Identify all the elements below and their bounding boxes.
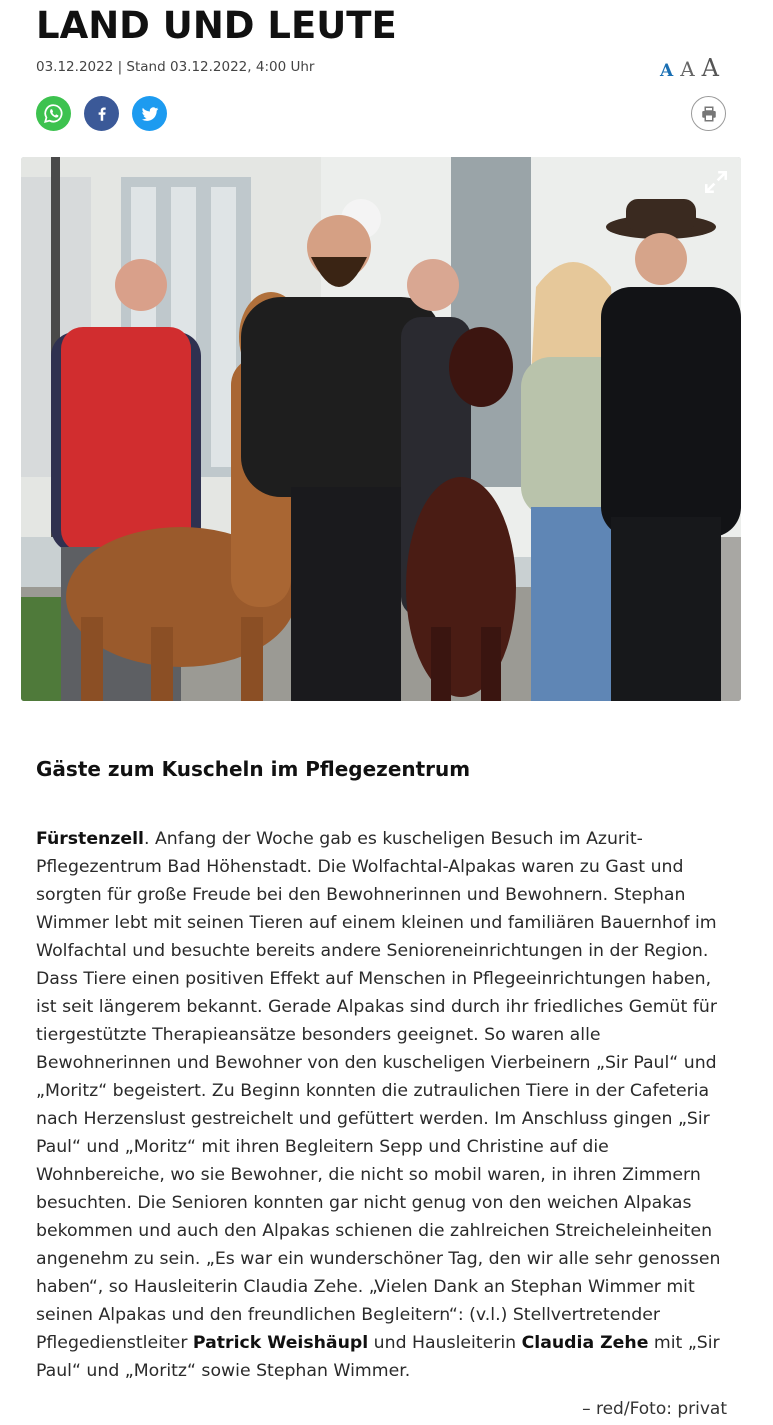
expand-image-button[interactable] <box>703 169 729 195</box>
share-whatsapp-button[interactable] <box>36 96 71 131</box>
article-headline: Gäste zum Kuscheln im Pflegezentrum <box>36 757 471 781</box>
whatsapp-icon <box>43 103 64 124</box>
share-twitter-button[interactable] <box>132 96 167 131</box>
body-text-part: . Anfang der Woche gab es kuscheligen Besuch im Azurit-Pflegezentrum Bad Höhenstadt. Die Wolfachtal-Alpakas waren zu Gast und sorgten für große Freude bei den Bewohnerinnen und Bewohnern. Stephan Wimmer lebt mit seinen Tieren auf einem kleinen und familiären Bauernhof im Wolfachtal und besuchte bereits andere Senioreneinrichtungen in der Region. Dass Tiere einen positiven Effekt auf Menschen in Pflegeeinrichtungen haben, ist seit längerem bekannt. Gerade Alpakas sind durch ihr friedliches Gemüt für tiergestützte Therapieansätze besonders geeignet. So waren alle Bewohnerinnen und Bewohner von den kuscheligen Vierbeinern „Sir Paul“ und „Moritz“ begeistert. Zu Beginn konnten die zutraulichen Tiere in der Cafeteria nach Herzenslust gestreichelt und gefüttert werden. Im Anschluss gingen „Sir Paul“ und „Moritz“ mit ihren Begleitern Sepp und Christine auf die Wohnbereiche, wo sie Bewohner, die nicht so mobil waren, in ihren Zimmern besuchten. Die Senioren konnten gar nicht genug von den weichen Alpakas bekommen und auch den Alpakas schienen die zahlreichen Streicheleinheiten angenehm zu sein. „Es war ein wunderschöner Tag, den wir alle sehr genossen haben“, so Hausleiterin Claudia Zehe. „Vielen Dank an Stephan Wimmer mit seinen Alpakas und den freundlichen Begleitern“: (v.l.) Stellvertretender Pflegedienstleiter <box>36 829 721 1353</box>
facebook-icon <box>93 105 111 123</box>
person-name: Claudia Zehe <box>521 1333 649 1353</box>
person-name: Patrick Weishäupl <box>192 1333 369 1353</box>
font-size-controls <box>660 54 719 82</box>
share-facebook-button[interactable] <box>84 96 119 131</box>
share-bar <box>36 96 167 131</box>
body-text-part: mit „Sir Paul“ und „Moritz“ sowie Stephan Wimmer. <box>36 1333 720 1381</box>
font-size-large-button[interactable]: A <box>701 54 719 82</box>
print-icon <box>700 105 718 123</box>
photo-credit: – red/Foto: privat <box>582 1399 727 1419</box>
photo-illustration <box>21 157 741 701</box>
font-size-small-button[interactable]: A <box>660 61 674 81</box>
article-dateline: 03.12.2022 | Stand 03.12.2022, 4:00 Uhr <box>36 59 315 75</box>
expand-icon <box>703 169 729 195</box>
print-button[interactable] <box>691 96 726 131</box>
body-text-part: und Hausleiterin <box>368 1333 522 1353</box>
article-body <box>36 825 730 1385</box>
lead-place: Fürstenzell <box>36 829 144 849</box>
font-size-medium-button[interactable]: A <box>680 57 695 81</box>
article-photo[interactable] <box>21 157 741 701</box>
twitter-icon <box>140 104 160 124</box>
section-kicker: LAND UND LEUTE <box>36 4 397 47</box>
